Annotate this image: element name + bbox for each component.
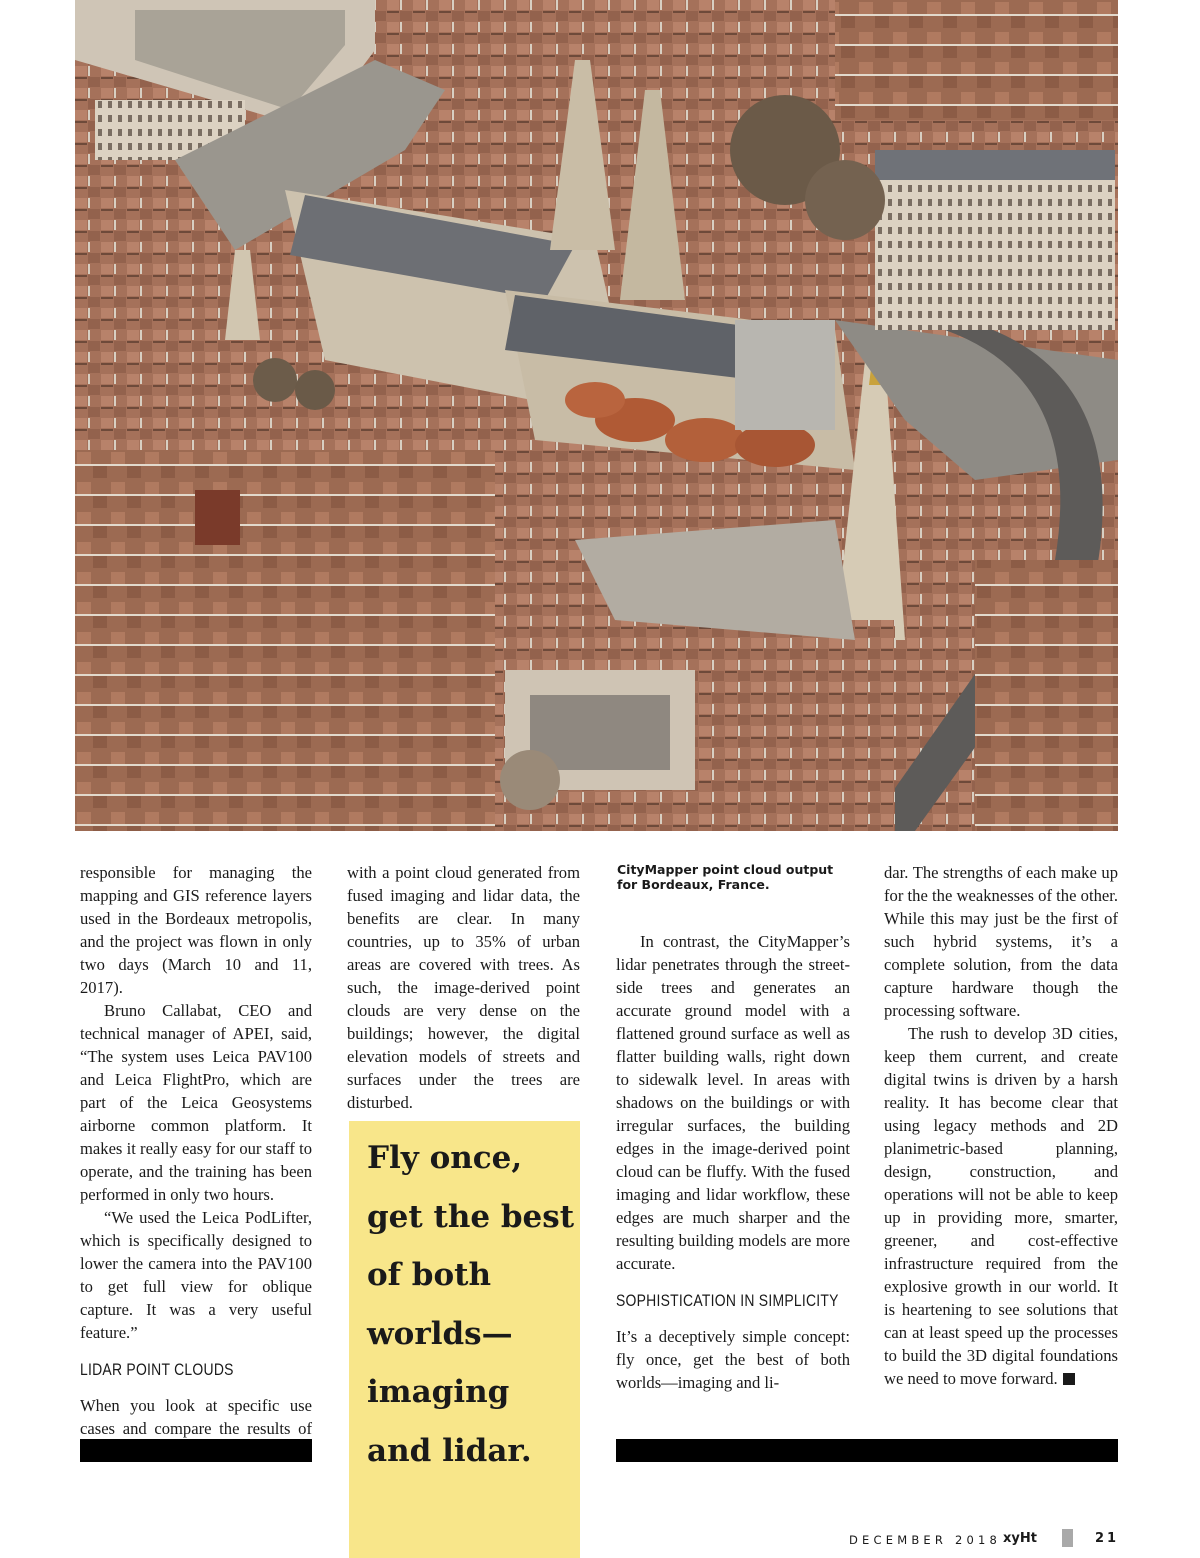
- col4-paragraph-2-text: The rush to develop 3D cities, keep them current, and create digital twins is driven by a harsh reality. It has become clear that using legacy methods and 2D planimetric-based planning, design, construction, and operations will not be able to keep up in providing more, smarter, greener, and cost-effective infrastructure required from the explosive growth in our world. It is heartening to see solutions that can at least speed up the processes to build the 3D digital foundations we need to move forward.: [884, 1024, 1118, 1388]
- pull-quote: [349, 1121, 580, 1558]
- column-2: [347, 861, 580, 1114]
- column-4: [884, 861, 1118, 1390]
- col1-paragraph-4: When you look at specific use cases and compare the results of: [80, 1396, 312, 1438]
- end-of-article-icon: [1063, 1373, 1075, 1385]
- footer-magazine-name: xyHt: [1003, 1531, 1037, 1546]
- column-3: [616, 930, 850, 1394]
- col1-paragraph-1: responsible for managing the mapping and GIS reference layers used in the Bordeaux metropolis, and the project was flown in only two days (March 10 and 11, 2017).: [80, 863, 312, 997]
- column-1: [80, 861, 312, 1463]
- black-bar-left: [80, 1439, 312, 1462]
- page-number: 21: [1095, 1531, 1120, 1546]
- subhead-sophistication-in-simplicity: SOPHISTICATION IN SIMPLICITY: [616, 1291, 839, 1310]
- col2-paragraph-1: with a point cloud generated from fused imaging and lidar data, the benefits are clear. In many countries, up to 35% of urban areas are covered with trees. As such, the image-derived point clouds are very dense on the buildings; however, the digital elevation models of streets and surfaces under the trees are disturbed.: [347, 863, 580, 1112]
- col1-paragraph-3: “We used the Leica PodLifter, which is specifically designed to lower the camera into the PAV100 to get full view for oblique capture. It was a very useful feature.”: [80, 1208, 312, 1342]
- aerial-photo: [75, 0, 1118, 831]
- col1-paragraph-2: Bruno Callabat, CEO and technical manager of APEI, said, “The system uses Leica PAV100 and Leica FlightPro, which are part of the Leica Geosystems airborne common platform. It makes it really easy for our staff to operate, and the training has been performed in only two hours.: [80, 1001, 312, 1204]
- photo-caption: CityMapper point cloud output for Bordeaux, France.: [617, 862, 834, 892]
- subhead-lidar-point-clouds: LIDAR POINT CLOUDS: [80, 1360, 234, 1379]
- footer-divider-block: [1062, 1529, 1073, 1547]
- col3-paragraph-1: In contrast, the CityMapper’s lidar penetrates through the street-side trees and generates an accurate ground model with a flattened ground surface as well as flatter building walls, right down to sidewalk level. In areas with shadows on the buildings or with irregular surfaces, the building edges in the image-derived point cloud can be fluffy. With the fused imaging and lidar workflow, these edges are much sharper and the resulting building models are more accurate.: [616, 932, 850, 1273]
- aerial-photo-graphic: [75, 0, 1118, 831]
- col4-paragraph-1: dar. The strengths of each make up for the the weaknesses of the other. While this may just be the first of such hybrid systems, it’s a complete solution, from the data capture hardware though the processing software.: [884, 863, 1118, 1020]
- footer-date: DECEMBER 2018: [849, 1533, 1002, 1547]
- col3-paragraph-2: It’s a deceptively simple concept: fly once, get the best of both worlds—imaging and li-: [616, 1327, 850, 1392]
- col4-paragraph-2: [884, 1022, 1118, 1390]
- black-bar-right: [616, 1439, 1118, 1462]
- pull-quote-text: Fly once, get the best of both worlds—imaging and lidar.: [367, 1140, 575, 1469]
